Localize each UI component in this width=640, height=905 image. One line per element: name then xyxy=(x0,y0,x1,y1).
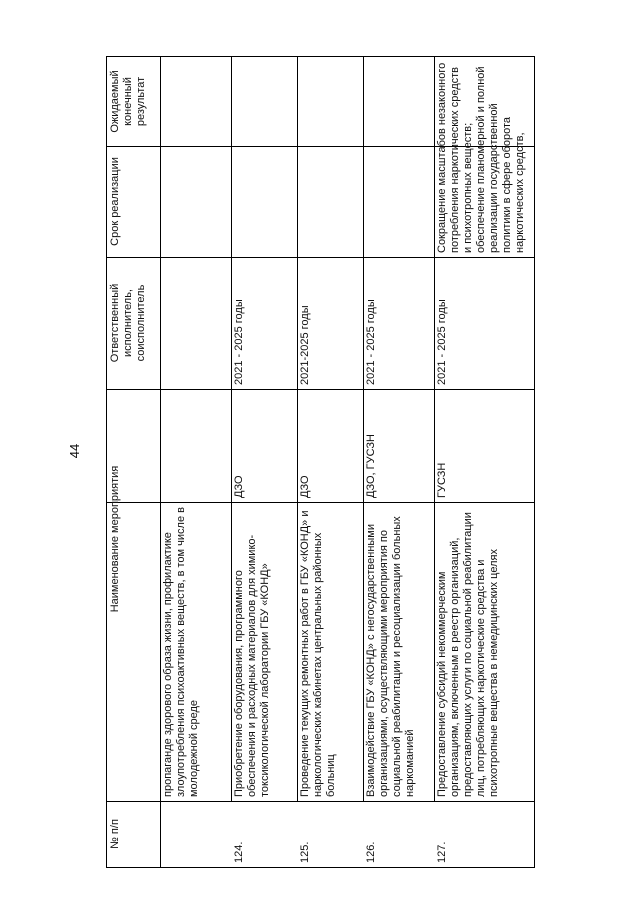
row-124-name: Приобретение оборудования, программного обеспечения и расходных материалов для химико-токсикологической лаборатории ГБУ «КОНД» xyxy=(233,534,271,797)
row-125-name: Проведение текущих ремонтных работ в ГБУ «КОНД» и наркологических кабинетах центральных районных больниц xyxy=(299,510,337,797)
measures-table xyxy=(106,56,535,868)
row-126-name: Взаимодействие ГБУ «КОНД» с негосударственными организациями, осуществляющими мероприятия по социальной реабилитации и ресоциализации больных наркоманией xyxy=(365,516,416,797)
row-124-responsible: ДЗО xyxy=(233,475,245,498)
row-127-num: 127. xyxy=(436,841,448,863)
row-126-num: 126. xyxy=(365,841,377,863)
header-term: Срок реализации xyxy=(109,157,121,246)
page-number: 44 xyxy=(67,443,83,459)
row-124-num: 124. xyxy=(233,841,245,863)
row-125-num: 125. xyxy=(299,841,311,863)
row-127-term: 2021 - 2025 годы xyxy=(436,299,448,385)
row-127-result: Сокращение масштабов незаконного потребления наркотических средств и психотропных веществ; обеспечение планомерной и полной реализации государственной политики в сфере оборота наркотических средств, xyxy=(436,62,526,253)
header-num: № п/п xyxy=(109,819,121,849)
header-name: Наименование мероприятия xyxy=(109,465,121,613)
row-125-term: 2021-2025 годы xyxy=(299,305,311,385)
header-responsible: Ответственный исполнитель, соисполнитель xyxy=(109,283,147,363)
row-0-name: пропаганде здорового образа жизни, профилактике злоупотребления психоактивных веществ, в том числе в молодежной среде xyxy=(162,507,200,797)
row-126-responsible: ДЗО, ГУСЗН xyxy=(365,434,377,498)
row-125-responsible: ДЗО xyxy=(299,475,311,498)
row-127-responsible: ГУСЗН xyxy=(436,462,448,498)
header-result: Ожидаемый конечный результат xyxy=(109,70,147,133)
row-124-term: 2021 - 2025 годы xyxy=(233,299,245,385)
row-127-name: Предоставление субсидий некоммерческим организациям, включенным в реестр организаций, предоставляющих услуги по социальной реабилитации лиц, потребляющих наркотические средства и психотропные вещества в немедицинских целях xyxy=(436,512,500,797)
row-126-term: 2021 - 2025 годы xyxy=(365,299,377,385)
